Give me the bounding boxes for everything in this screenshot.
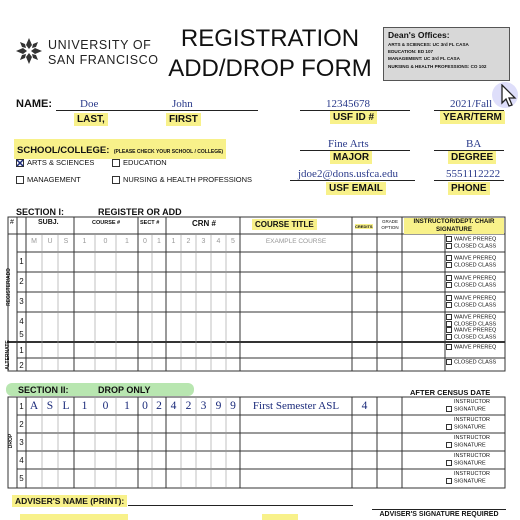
year-term-value[interactable]: 2021/Fall	[450, 98, 493, 110]
checkbox-icon[interactable]	[446, 442, 452, 448]
form-title-line2: ADD/DROP FORM	[168, 55, 372, 82]
major-value[interactable]: Fine Arts	[328, 138, 369, 150]
closed-class-label: CLOSED CLASS	[454, 359, 497, 366]
degree-value[interactable]: BA	[466, 138, 482, 150]
last-label: LAST,	[74, 113, 108, 126]
row-number: 3	[19, 297, 24, 306]
waive-prereq-label: WAIVE PREREQ	[454, 344, 497, 351]
degree-label: DEGREE	[448, 151, 496, 164]
header-crn: CRN #	[192, 219, 217, 228]
school-option-label: EDUCATION	[123, 158, 167, 167]
instructor-sig-option[interactable]	[446, 435, 490, 449]
example-course-2: 0	[103, 238, 108, 245]
instructor-sig-line1: INSTRUCTOR	[454, 417, 490, 423]
instructor-sig-line2: SIGNATURE	[454, 442, 486, 449]
usf-id-value[interactable]: 12345678	[326, 98, 370, 110]
header-sect: SECT #	[140, 220, 160, 226]
section1-label: SECTION I:	[16, 207, 65, 217]
header-num: #	[10, 219, 14, 226]
closed-class-label: CLOSED CLASS	[454, 243, 497, 250]
row-number: 2	[19, 277, 24, 286]
drop-course-1[interactable]: 1	[81, 400, 88, 412]
drop-crn-4[interactable]: 9	[215, 400, 222, 412]
instructor-sig-option[interactable]	[446, 399, 490, 413]
footer-highlight-left	[20, 514, 128, 520]
example-sect-2: 1	[157, 238, 161, 245]
example-crn-4: 4	[216, 238, 221, 245]
school-option-label: ARTS & SCIENCES	[27, 158, 95, 167]
drop-subj-2[interactable]: S	[46, 400, 54, 412]
school-option-label: NURSING & HEALTH PROFESSIONS	[123, 175, 253, 184]
instructor-sig-line2: SIGNATURE	[454, 478, 486, 485]
example-course-3: 1	[125, 238, 129, 245]
year-term-label: YEAR/TERM	[440, 111, 505, 124]
header-course-title: COURSE TITLE	[252, 219, 317, 230]
checkbox-icon[interactable]	[446, 460, 452, 466]
waive-prereq-label: WAIVE PREREQ	[454, 295, 497, 302]
header-subj: SUBJ.	[38, 219, 59, 226]
example-crn-2: 2	[186, 238, 191, 245]
dean-offices-title: Dean's Offices:	[388, 30, 450, 40]
university-line2: SAN FRANCISCO	[48, 53, 159, 67]
drop-crn-5[interactable]: 9	[230, 400, 236, 412]
drop-subj-1[interactable]: A	[29, 400, 39, 412]
register-add-side-label: REGISTER/ADD	[6, 268, 12, 306]
example-course-title: EXAMPLE COURSE	[265, 238, 327, 245]
row-number: 5	[19, 330, 24, 339]
row-number: 4	[19, 317, 24, 326]
example-subj-3: S	[63, 238, 69, 245]
drop-row-number: 1	[19, 402, 24, 411]
instructor-sig-option[interactable]	[446, 417, 490, 431]
closed-class-label: CLOSED CLASS	[454, 282, 497, 289]
example-crn-3: 3	[201, 238, 206, 245]
closed-class-label: CLOSED CLASS	[454, 262, 497, 269]
instructor-sig-line2: SIGNATURE	[454, 406, 486, 413]
email-value[interactable]: jdoe2@dons.usfca.edu	[298, 168, 398, 180]
drop-course-2[interactable]: 0	[102, 400, 109, 412]
example-subj-1: M	[31, 238, 37, 245]
drop-sect-2[interactable]: 2	[156, 400, 162, 412]
adviser-name-label: ADVISER'S NAME (PRINT):	[12, 495, 127, 507]
instructor-sig-line2: SIGNATURE	[454, 460, 486, 467]
drop-row-number: 2	[19, 420, 24, 429]
phone-value[interactable]: 5551112222	[446, 168, 501, 180]
school-hint: (PLEASE CHECK YOUR SCHOOL / COLLEGE)	[113, 149, 224, 155]
drop-row-number: 4	[19, 456, 24, 465]
drop-course-3[interactable]: 1	[124, 400, 130, 412]
drop-course-title[interactable]: First Semester ASL	[252, 400, 340, 412]
drop-crn-2[interactable]: 2	[185, 400, 192, 412]
example-crn-5: 5	[231, 238, 235, 245]
after-census-label: AFTER CENSUS DATE	[410, 388, 491, 397]
drop-credits[interactable]: 4	[361, 400, 368, 412]
closed-class-label: CLOSED CLASS	[454, 321, 497, 328]
instructor-sig-line1: INSTRUCTOR	[454, 453, 490, 459]
header-grade-option: GRADE OPTION	[381, 219, 399, 230]
first-name-value[interactable]: John	[172, 98, 193, 110]
instructor-sig-line1: INSTRUCTOR	[454, 435, 490, 441]
waive-prereq-label: WAIVE PREREQ	[454, 255, 497, 262]
drop-crn-1[interactable]: 4	[170, 400, 177, 412]
instructor-sig-option[interactable]	[446, 471, 490, 485]
instructor-sig-line1: INSTRUCTOR	[454, 471, 490, 477]
row-number: 1	[19, 346, 24, 355]
dean-line: ARTS & SCIENCES: UC 3rd FL CASA	[388, 42, 469, 47]
name-label: NAME:	[16, 98, 53, 110]
closed-class-label: CLOSED CLASS	[454, 334, 497, 341]
adviser-signature-label: ADVISER'S SIGNATURE REQUIRED	[372, 509, 506, 518]
section2-label: SECTION II:	[18, 385, 69, 395]
footer-highlight-right	[262, 514, 298, 520]
drop-side-label: DROP	[8, 433, 14, 449]
drop-row-number: 5	[19, 474, 24, 483]
email-label: USF EMAIL	[326, 182, 386, 195]
drop-row-number: 3	[19, 438, 24, 447]
header-instructor: INSTRUCTOR/DEPT. CHAIR SIGNATURE	[404, 218, 504, 234]
first-label: FIRST	[166, 113, 201, 126]
drop-crn-3[interactable]: 3	[200, 400, 207, 412]
university-line1: UNIVERSITY OF	[48, 38, 152, 52]
drop-subj-3[interactable]: L	[62, 400, 70, 412]
waive-prereq-label: WAIVE PREREQ	[454, 275, 497, 282]
dean-line: MANAGEMENT: UC 3rd FL CASA	[388, 56, 460, 62]
alternate-side-label: ALTERNATE	[5, 340, 11, 370]
major-label: MAJOR	[330, 151, 372, 164]
dean-line: EDUCATION: ED 107	[388, 49, 434, 55]
checkbox-icon[interactable]	[446, 406, 452, 412]
dean-line: NURSING & HEALTH PROFESSIONS: CO 102	[388, 63, 487, 69]
header-course: COURSE #	[92, 220, 121, 226]
example-crn-1: 1	[171, 238, 176, 245]
adviser-name-underline[interactable]	[128, 505, 353, 506]
closed-class-label: CLOSED CLASS	[454, 302, 497, 309]
example-subj-2: U	[47, 238, 53, 245]
waive-prereq-label: WAIVE PREREQ	[454, 314, 497, 321]
example-sect-1: 0	[143, 238, 147, 245]
checkbox-icon[interactable]	[446, 424, 452, 430]
instructor-sig-line2: SIGNATURE	[454, 424, 486, 431]
row-number: 1	[19, 257, 24, 266]
form-title-line1: REGISTRATION	[180, 25, 360, 52]
usf-id-label: USF ID #	[330, 111, 377, 124]
school-label: SCHOOL/COLLEGE:	[17, 145, 110, 156]
row-number: 2	[19, 361, 24, 370]
drop-sect-1[interactable]: 0	[142, 400, 148, 412]
instructor-sig-line1: INSTRUCTOR	[454, 399, 490, 405]
checkbox-icon[interactable]	[446, 478, 452, 484]
waive-prereq-label: WAIVE PREREQ	[454, 327, 497, 334]
waive-prereq-label: WAIVE PREREQ	[454, 236, 497, 243]
instructor-sig-option[interactable]	[446, 453, 490, 467]
last-name-value[interactable]: Doe	[80, 98, 99, 110]
school-option-label: MANAGEMENT	[27, 175, 81, 184]
section2-sublabel: DROP ONLY	[98, 385, 151, 395]
section1-sublabel: REGISTER OR ADD	[98, 207, 182, 217]
phone-label: PHONE	[448, 182, 490, 195]
header-credits: CREDITS	[355, 224, 373, 229]
example-course-1: 1	[82, 238, 87, 245]
